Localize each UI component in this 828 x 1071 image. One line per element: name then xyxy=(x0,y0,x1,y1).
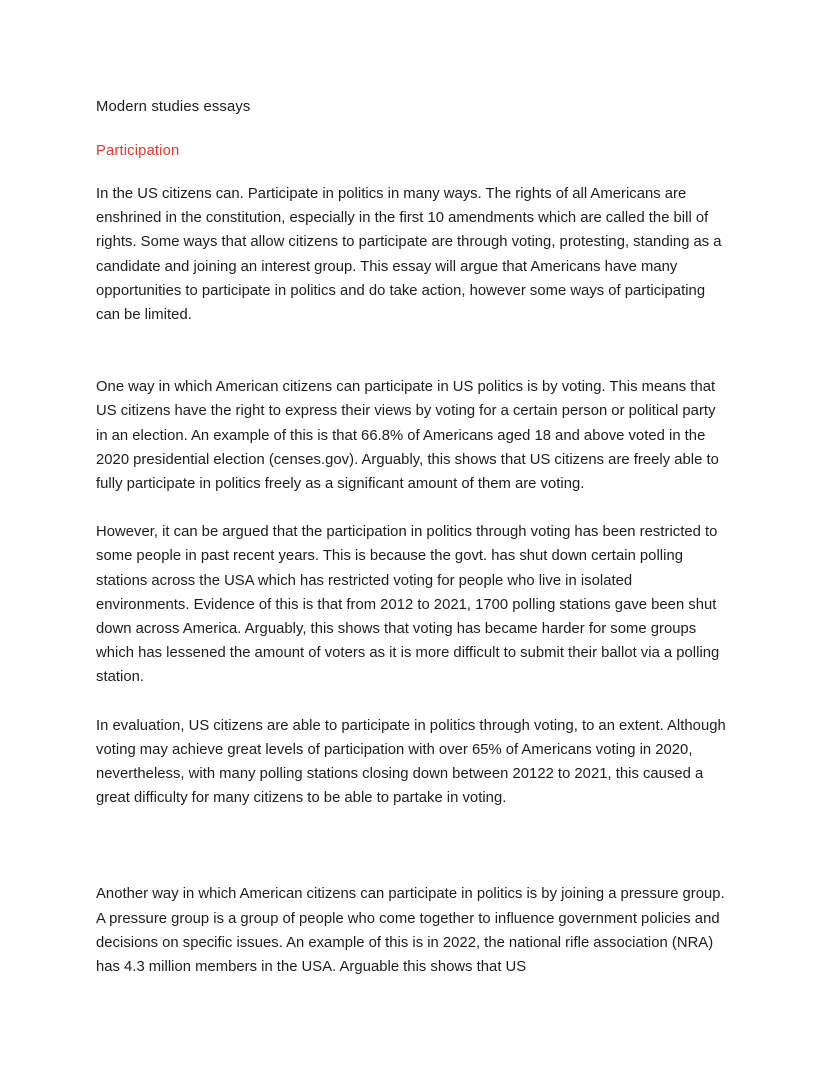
body-paragraph: One way in which American citizens can participate in US politics is by voting. This means that US citizens have the right to express their views by voting for a certain person or political party in an election. An example of this is that 66.8% of Americans aged 18 and above voted in the 2020 presidential election (censes.gov). Arguably, this shows that US citizens are freely able to fully participate in politics freely as a significant amount of them are voting. xyxy=(96,379,719,493)
body-paragraph: However, it can be argued that the participation in politics through voting has been restricted to some people in past recent years. This is because the govt. has shut down certain polling stations across the USA which has restricted voting for people who live in isolated environments. Evidence of this is that from 2012 to 2021, 1700 polling stations gave been shut down across America. Arguably, this shows that voting has became harder for some groups which has lessened the amount of voters as it is more difficult to submit their ballot via a polling station. xyxy=(96,524,720,686)
paragraph-list xyxy=(96,182,728,979)
body-paragraph: In the US citizens can. Participate in politics in many ways. The rights of all Americans are enshrined in the constitution, especially in the first 10 amendments which are called the bill of rights. Some ways that allow citizens to participate are through voting, protesting, standing as a candidate and joining an interest group. This essay will argue that Americans have many opportunities to participate in politics and do take action, however some ways of participating can be limited. xyxy=(96,186,722,324)
section-heading-participation: Participation xyxy=(96,142,180,159)
body-paragraph: In evaluation, US citizens are able to participate in politics through voting, to an extent. Although voting may achieve great levels of participation with over 65% of Americans voting in 2020, nevertheless, with many polling stations closing down between 20122 to 2021, this caused a great difficulty for many citizens to be able to partake in voting. xyxy=(96,717,726,807)
document-body xyxy=(96,96,728,979)
body-paragraph: Another way in which American citizens can participate in politics is by joining a pressure group. A pressure group is a group of people who come together to influence government policies and decisions on specific issues. An example of this is in 2022, the national rifle association (NRA) has 4.3 million members in the USA. Arguable this shows that US xyxy=(96,886,725,976)
document-title: Modern studies essays xyxy=(96,99,251,115)
